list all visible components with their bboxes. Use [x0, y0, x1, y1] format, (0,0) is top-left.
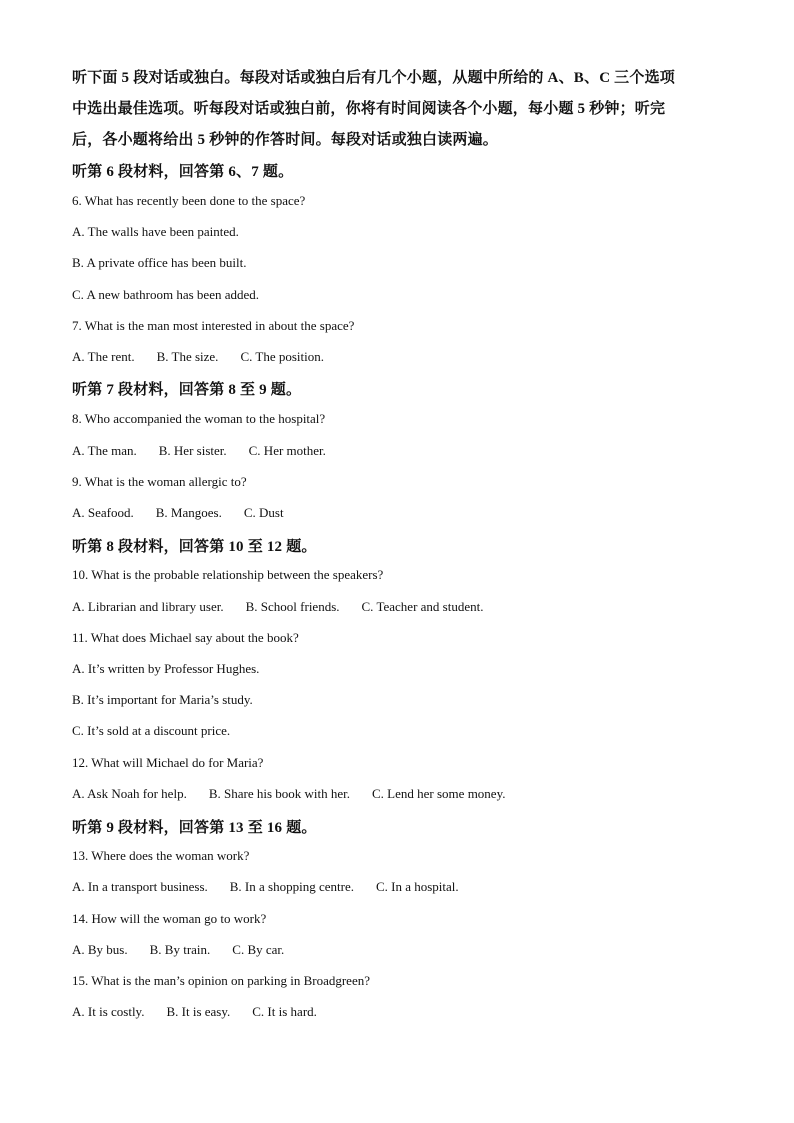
section-heading-8: 听第 8 段材料，回答第 10 至 12 题。	[72, 539, 317, 555]
question-7-option-a: A. The rent.	[72, 349, 135, 364]
question-13-option-c: C. In a hospital.	[375, 879, 459, 894]
question-15-options	[72, 1004, 339, 1020]
question-12-stem: 12. What will Michael do for Maria?	[72, 755, 264, 770]
intro-line-3: 后，各小题将给出 5 秒钟的作答时间。每段对话或独白读两遍。	[72, 132, 499, 148]
question-8-stem: 8. Who accompanied the woman to the hospital?	[72, 411, 326, 426]
question-9-options	[72, 505, 306, 521]
question-9-option-c: C. Dust	[243, 505, 284, 520]
section-heading-9: 听第 9 段材料，回答第 13 至 16 题。	[72, 820, 317, 836]
question-7-options	[72, 349, 346, 365]
question-6-stem: 6. What has recently been done to the space?	[72, 193, 306, 208]
question-15-option-b: B. It is easy.	[166, 1004, 231, 1019]
question-14-option-a: A. By bus.	[72, 942, 128, 957]
question-12-option-a: A. Ask Noah for help.	[72, 786, 187, 801]
question-7-option-b: B. The size.	[156, 349, 219, 364]
question-7-option-c: C. The position.	[240, 349, 324, 364]
question-11-stem: 11. What does Michael say about the book?	[72, 630, 299, 645]
question-8-option-c: C. Her mother.	[248, 443, 326, 458]
question-8-option-a: A. The man.	[72, 443, 137, 458]
question-13-options	[72, 879, 481, 895]
question-13-option-b: B. In a shopping centre.	[229, 879, 354, 894]
question-14-stem: 14. How will the woman go to work?	[72, 911, 267, 926]
intro-line-2: 中选出最佳选项。听每段对话或独白前，你将有时间阅读各个小题，每小题 5 秒钟；听完	[72, 101, 666, 117]
question-9-option-a: A. Seafood.	[72, 505, 134, 520]
question-10-option-b: B. School friends.	[245, 599, 340, 614]
question-6-option-b: B. A private office has been built.	[72, 255, 247, 270]
question-12-options	[72, 786, 527, 802]
section-heading-7: 听第 7 段材料，回答第 8 至 9 题。	[72, 382, 302, 398]
question-8-options	[72, 443, 348, 459]
question-14-options	[72, 942, 306, 958]
question-12-option-b: B. Share his book with her.	[208, 786, 351, 801]
question-11-option-a: A. It’s written by Professor Hughes.	[72, 661, 260, 676]
question-14-option-c: C. By car.	[232, 942, 285, 957]
question-12-option-c: C. Lend her some money.	[372, 786, 506, 801]
question-10-option-c: C. Teacher and student.	[361, 599, 484, 614]
question-6-option-c: C. A new bathroom has been added.	[72, 287, 260, 302]
question-10-stem: 10. What is the probable relationship between the speakers?	[72, 567, 384, 582]
question-14-option-b: B. By train.	[149, 942, 211, 957]
question-10-option-a: A. Librarian and library user.	[72, 599, 224, 614]
question-13-stem: 13. Where does the woman work?	[72, 848, 250, 863]
question-11-option-b: B. It’s important for Maria’s study.	[72, 692, 253, 707]
question-10-options	[72, 599, 505, 615]
question-7-stem: 7. What is the man most interested in about the space?	[72, 318, 355, 333]
question-9-stem: 9. What is the woman allergic to?	[72, 474, 247, 489]
question-9-option-b: B. Mangoes.	[155, 505, 222, 520]
question-15-stem: 15. What is the man’s opinion on parking in Broadgreen?	[72, 973, 370, 988]
section-heading-6: 听第 6 段材料，回答第 6、7 题。	[72, 164, 294, 180]
question-11-option-c: C. It’s sold at a discount price.	[72, 723, 231, 738]
intro-line-1: 听下面 5 段对话或独白。每段对话或独白后有几个小题，从题中所给的 A、B、C 三个选项	[72, 70, 675, 86]
question-15-option-c: C. It is hard.	[252, 1004, 317, 1019]
question-13-option-a: A. In a transport business.	[72, 879, 208, 894]
question-8-option-b: B. Her sister.	[158, 443, 227, 458]
question-6-option-a: A. The walls have been painted.	[72, 224, 239, 239]
question-15-option-a: A. It is costly.	[72, 1004, 145, 1019]
